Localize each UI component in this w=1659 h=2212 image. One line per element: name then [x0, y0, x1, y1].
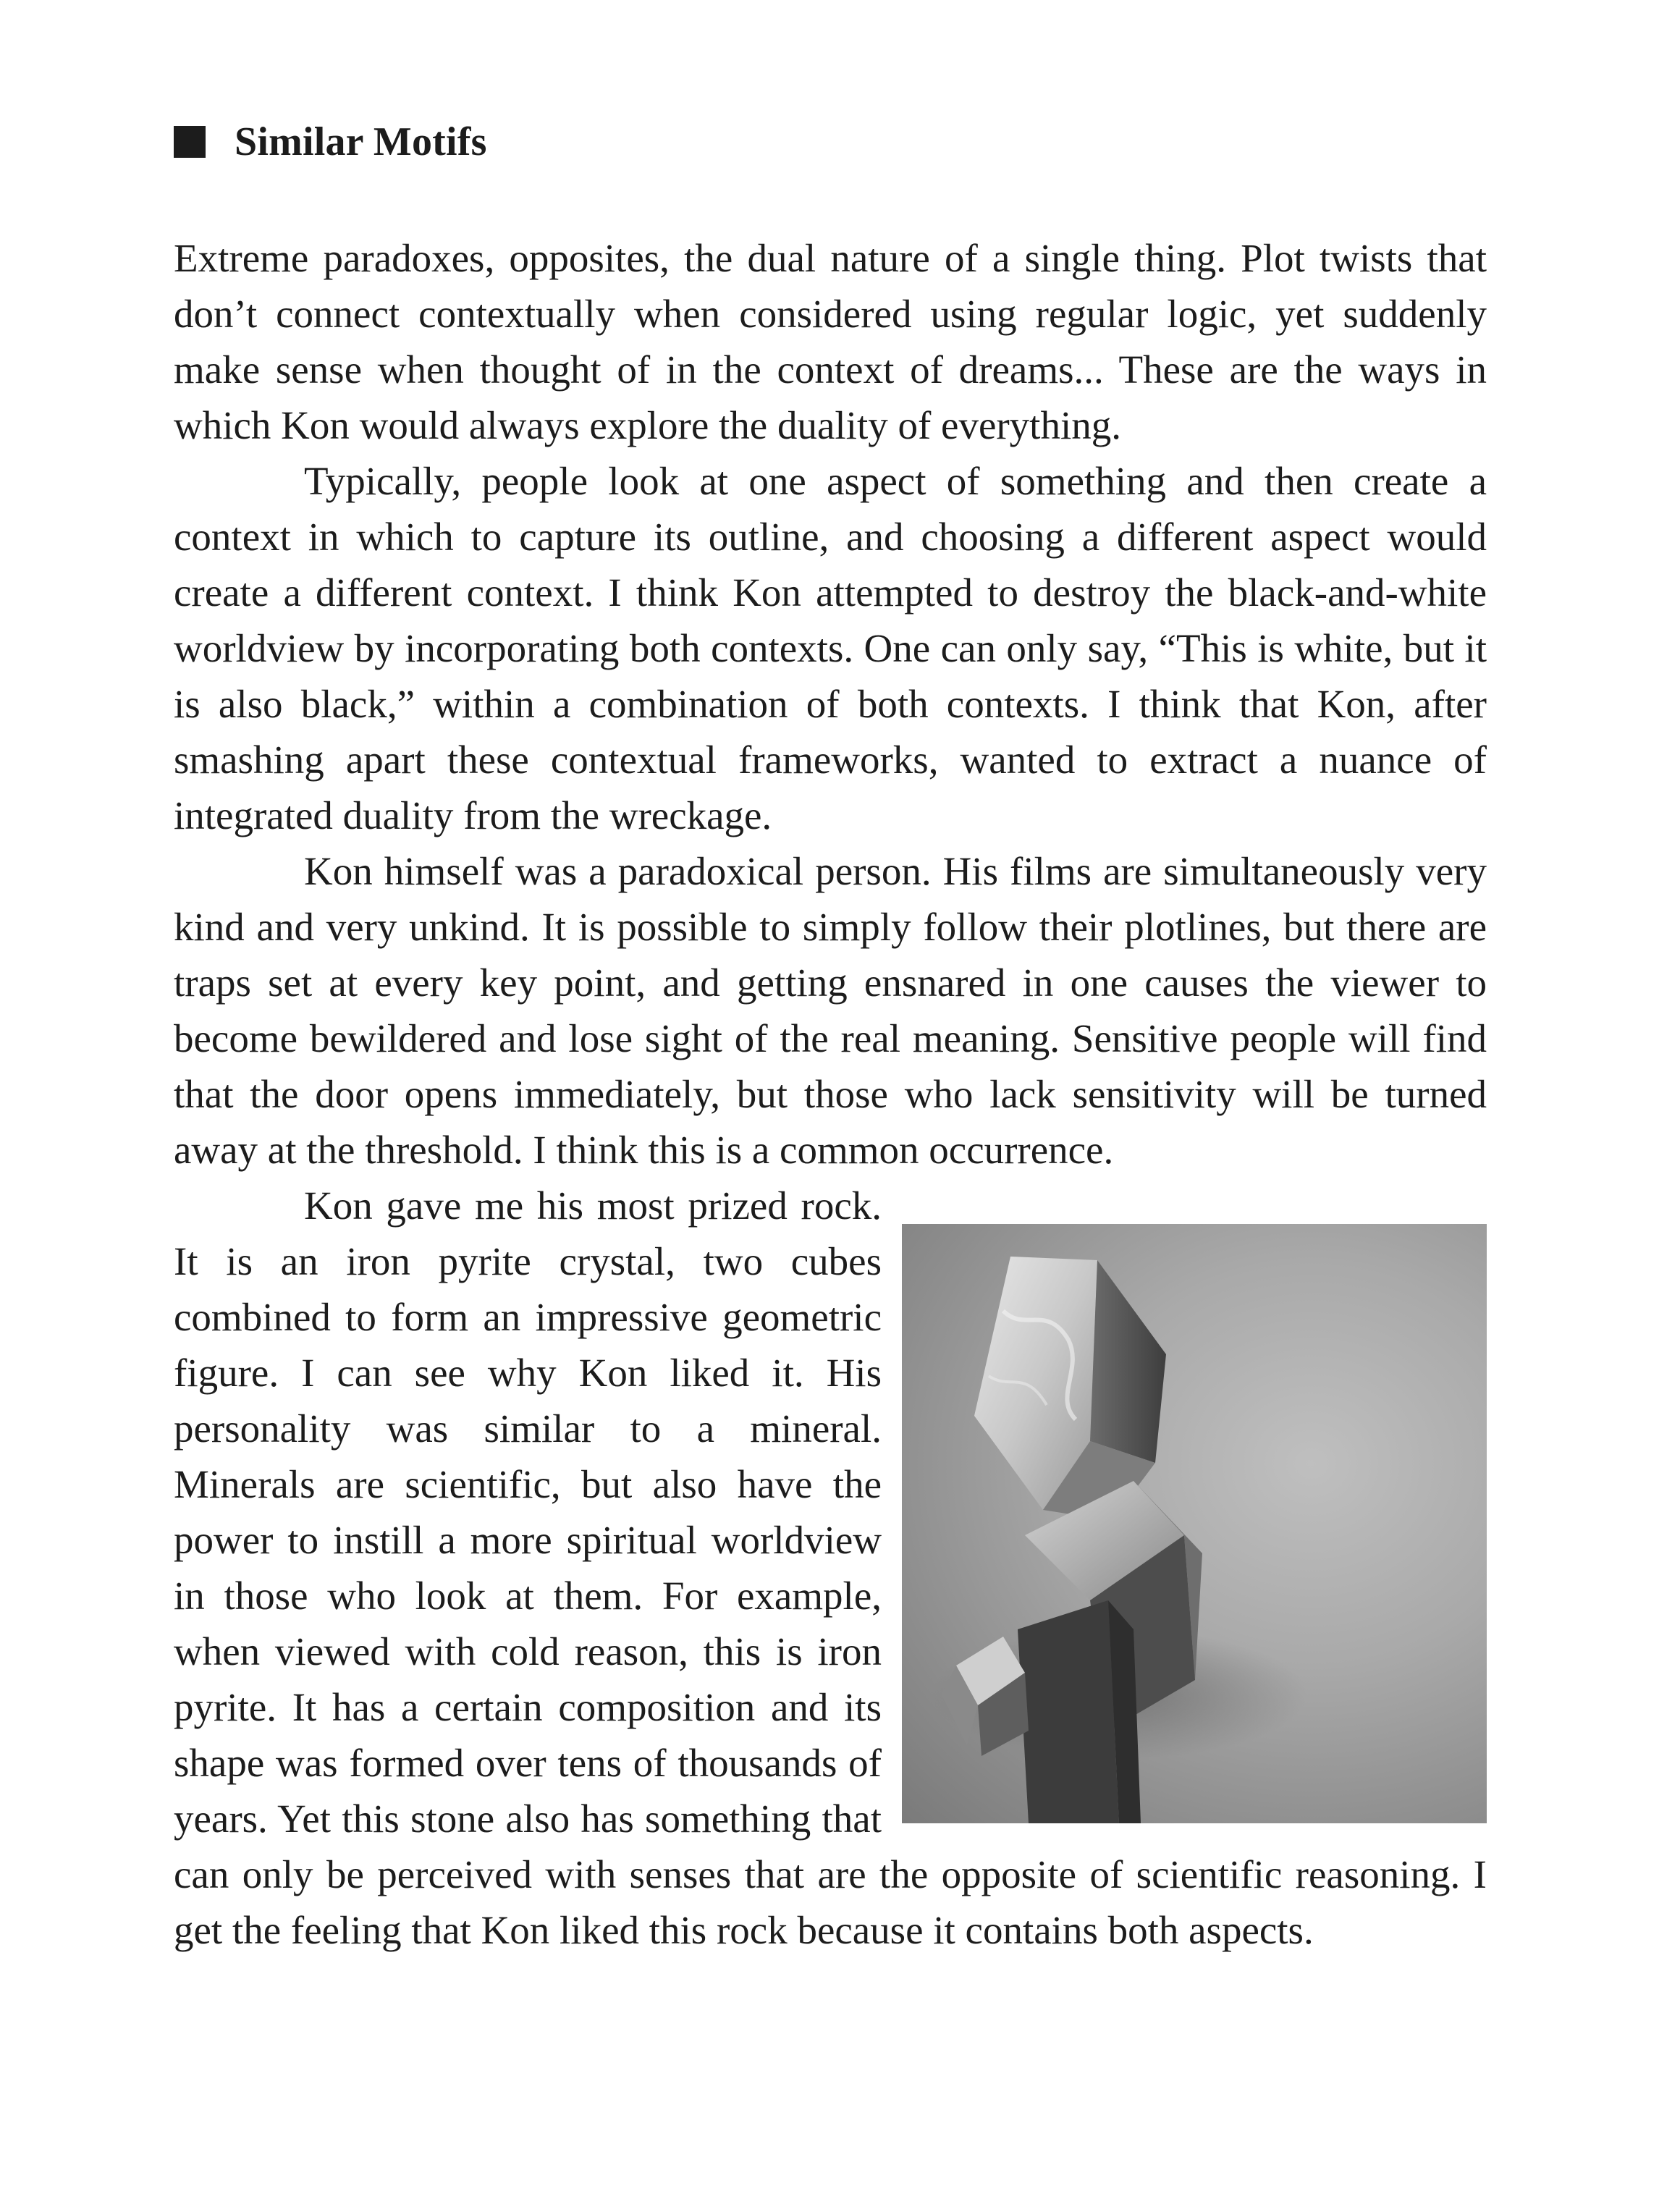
article-body — [174, 230, 1487, 1958]
pyrite-photo — [902, 1224, 1487, 1823]
pyrite-crystal-illustration — [902, 1224, 1487, 1823]
paragraph-2: Typically, people look at one aspect of something and then create a context in which to capture its outline, and choosing a different aspect would create a different context. I think Kon attempted to destroy the black-and-white worldview by incorporating both contexts. One can only say, “This is white, but it is also black,” within a combination of both contexts. I think that Kon, after smashing apart these contextual frameworks, wanted to extract a nuance of integrated duality from the wreckage. — [174, 459, 1487, 837]
paragraph-4 — [174, 1178, 1487, 1958]
square-bullet-icon — [174, 126, 206, 158]
paragraph-3: Kon himself was a paradoxical person. His films are simultaneously very kind and very unkind. It is possible to simply follow their plotlines, but there are traps set at every key point, and getting ensnared in one causes the viewer to become bewildered and lose sight of the real meaning. Sensitive people will find that the door opens immediately, but those who lack sensitivity will be turned away at the threshold. I think this is a common occurrence. — [174, 849, 1487, 1172]
paragraph-4-text: Kon gave me his most prized rock. It is an iron pyrite crystal, two cubes combined to form an impressive geometric figure. I can see why Kon liked it. His personality was similar to a mineral. Minerals are scientific, but also have the power to instill a more spiritual worldview in those who look at them. For example, when viewed with cold reason, this is iron pyrite. It has a certain composition and its shape was formed over tens of thousands of years. Yet this stone also has something that can only be perceived with senses that are the opposite of scientific reasoning. I get the feeling that Kon liked this rock because it contains both aspects. — [174, 1183, 1487, 1952]
section-heading — [174, 119, 487, 164]
paragraph-1: Extreme paradoxes, opposites, the dual nature of a single thing. Plot twists that don’t connect contextually when considered using regular logic, yet suddenly make sense when thought of in the context of dreams... These are the ways in which Kon would always explore the duality of everything. — [174, 236, 1487, 447]
section-title: Similar Motifs — [235, 119, 487, 164]
